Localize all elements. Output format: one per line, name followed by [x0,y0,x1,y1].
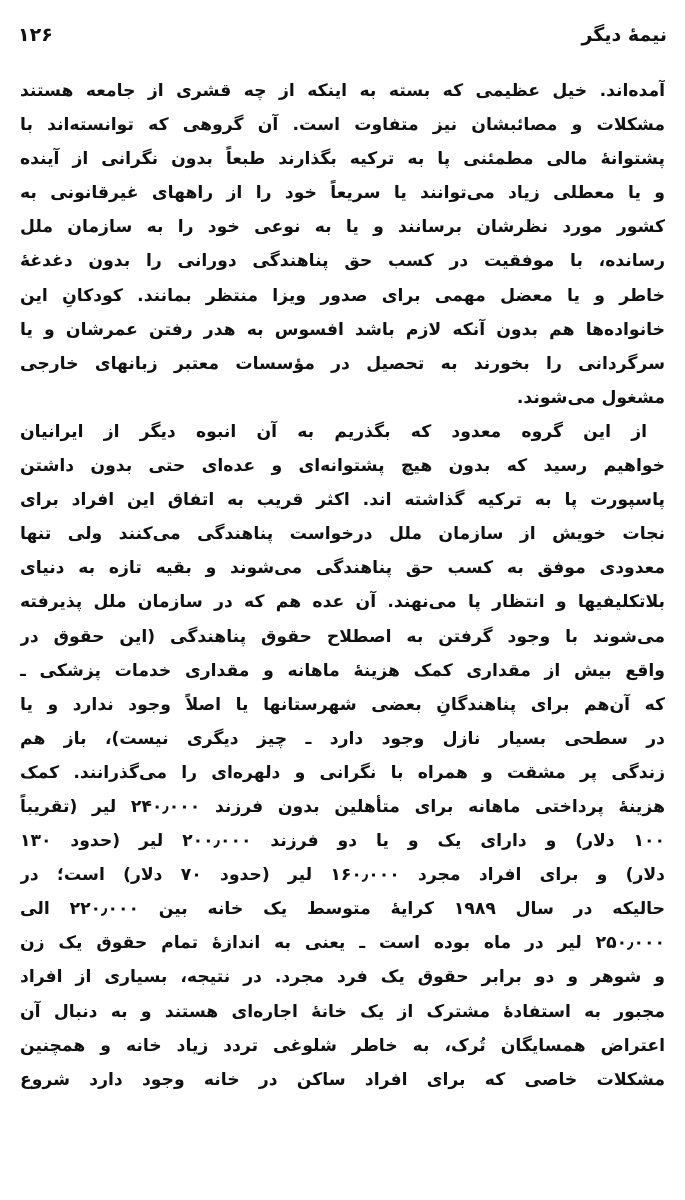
text-line: در سطحی بسیار نازل وجود دارد ـ چیز دیگری نیست)، باز هم [20,728,665,749]
text-line: و یا معطلی زیاد می‌توانند یا سریعاً خود را از راههای غیرقانونی به [20,183,665,204]
text-line: ۲۵۰٫۰۰۰ لیر در ماه بوده است ـ یعنی به اندازهٔ تمام حقوق یک زن [20,933,665,954]
text-line: مجبور به استفادهٔ مشترک از یک خانهٔ اجاره‌ای هستند و به دنبال آن [20,1001,665,1022]
text-line: هزینهٔ پرداختی ماهانه برای متأهلین بدون فرزند ۲۴۰٫۰۰۰ لیر (تقریباً [20,796,665,817]
text-line: حالیکه در سال ۱۹۸۹ کرایهٔ متوسط یک خانه بین ۲۲۰٫۰۰۰ الی [20,899,665,920]
text-line: رسانده، با موفقیت در کسب حق پناهندگی دورانی را بدون دغدغهٔ [20,251,665,272]
text-line: خاطر و یا معضل مهمی برای صدور ویزا منتظر بمانند. کودکانِ این [20,285,665,306]
running-title: نیمهٔ دیگر [581,24,667,46]
page-number: ۱۲۶ [18,24,53,46]
text-line: پشتوانهٔ مالی مطمئنی پا به ترکیه بگذارند طبعاً بدون نگرانی از آینده [20,149,665,170]
text-line: معدودی موفق به کسب حق پناهندگی می‌شوند و بقیه تازه به دنیای [20,558,665,579]
body-text [20,74,665,1097]
text-line: کشور مورد نظرشان برسانند و یا به نوعی خود را به سازمان ملل [20,217,665,238]
text-line: اعتراض همسایگان تُرک، به خاطر شلوغی تردد زیاد خانه و همچنین [20,1035,665,1056]
text-line: خانواده‌ها هم بدون آنکه لازم باشد افسوس به هدر رفتن عمرشان و یا [20,319,665,340]
text-line: دلار) و برای افراد مجرد ۱۶۰٫۰۰۰ لیر (حدود ۷۰ دلار) است؛ در [20,865,665,886]
text-line: آمده‌اند. خیل عظیمی که بسته به اینکه از چه قشری از جامعه هستند [20,81,665,101]
text-line: واقع بیش از مقداری کمک هزینهٔ ماهانه و مقداری خدمات پزشکی ـ [20,660,665,681]
paragraph-end-line: مشغول می‌شوند. [516,387,665,408]
text-line: می‌شوند با وجود گرفتن به اصطلاح حقوق پناهندگی (این حقوق در [20,626,665,647]
text-line: که آن‌هم برای پناهندگانِ بعضی شهرستانها یا اصلاً وجود ندارد و یا [20,694,665,715]
text-line: مشکلات و مصائبشان نیز متفاوت است. آن گروهی که توانسته‌اند با [20,115,665,136]
text-line: نجات خویش از سازمان ملل درخواست پناهندگی می‌کنند ولی تنها [20,524,665,545]
text-line: پاسپورت پا به ترکیه گذاشته اند. اکثر قریب به اتفاق این افراد برای [20,490,665,511]
text-line: سرگردانی را بخورند به تحصیل در مؤسسات معتبر زبانهای خارجی [20,353,665,374]
text-line: بلاتکلیفیها و انتظار پا می‌نهند. آن عده هم که در سازمان ملل پذیرفته [20,592,665,613]
page-header [18,20,667,50]
text-line: مشکلات خاصی که برای افراد ساکن در خانه وجود دارد شروع [20,1069,665,1090]
text-line: زندگی پر مشقت و همراه با نگرانی و دلهره‌ای را می‌گذرانند. کمک [20,762,665,783]
text-line: ۱۰۰ دلار) و دارای یک و یا دو فرزند ۲۰۰٫۰۰۰ لیر (حدود ۱۳۰ [20,831,665,852]
paragraph-start-line: از این گروه معدود که بگذریم به آن انبوه دیگر از ایرانیان [20,421,647,442]
text-line: خواهیم رسید که بدون هیچ پشتوانه‌ای و عده‌ای حتی بدون داشتن [20,456,665,477]
text-line: و شوهر و دو برابر حقوق یک فرد مجرد. در نتیجه، بسیاری از افراد [20,967,665,988]
